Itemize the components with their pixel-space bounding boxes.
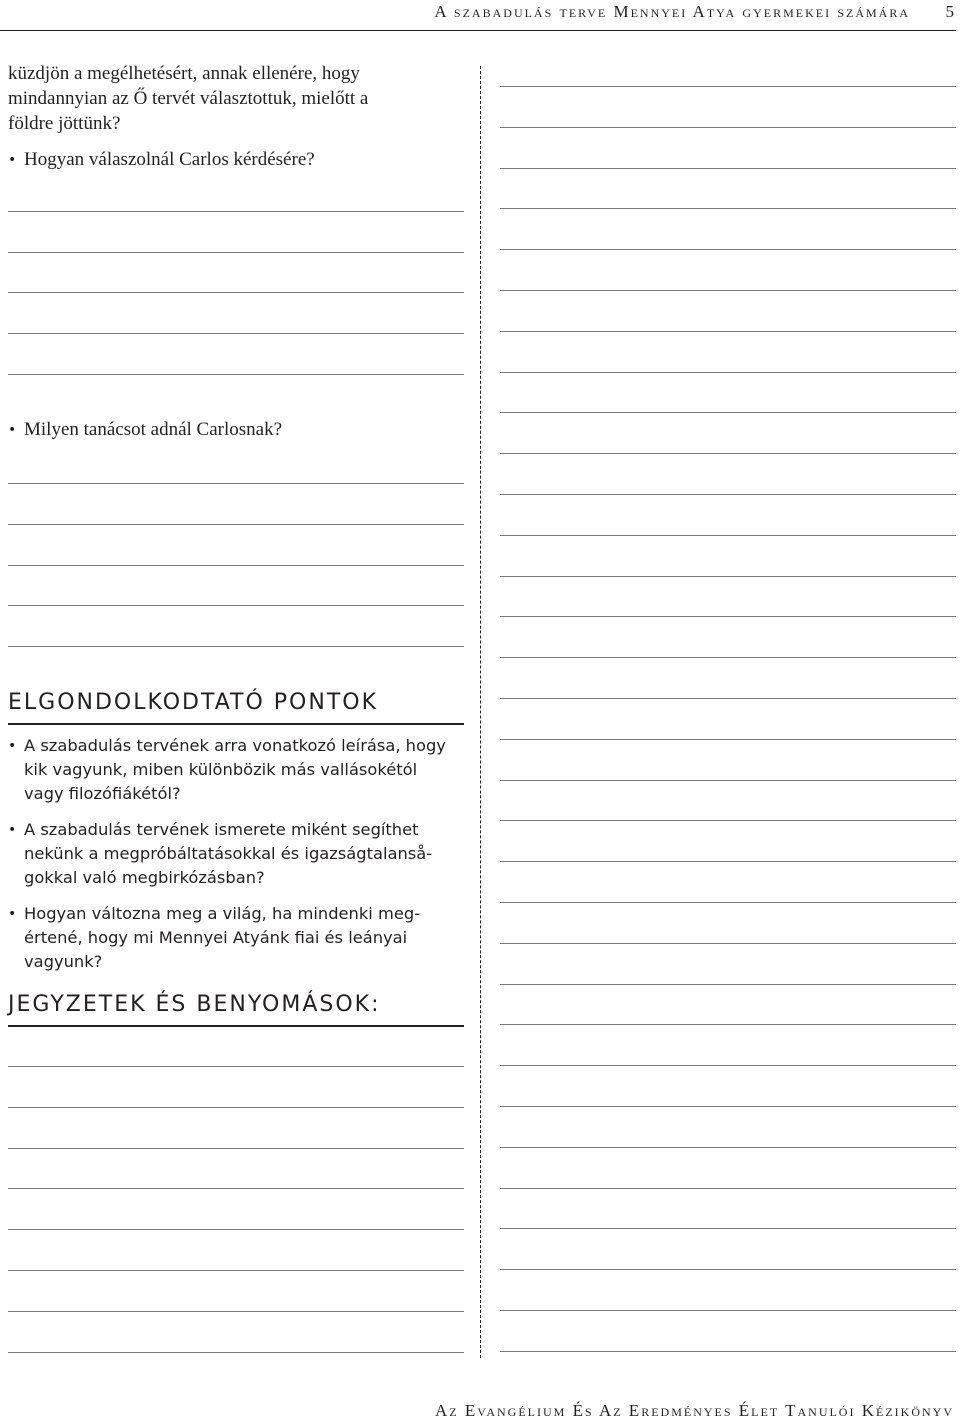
note-line[interactable] bbox=[8, 1107, 464, 1108]
reflection-item bbox=[8, 818, 468, 890]
note-line[interactable] bbox=[500, 657, 956, 658]
note-line[interactable] bbox=[8, 1229, 464, 1230]
notes-heading: JEGYZETEK ÉS BENYOMÁSOK: bbox=[8, 992, 381, 1017]
note-line[interactable] bbox=[500, 902, 956, 903]
note-line[interactable] bbox=[500, 494, 956, 495]
intro-line-1: küzdjön a megélhetésért, annak ellenére, hogy bbox=[8, 63, 360, 84]
answer-line[interactable] bbox=[8, 252, 464, 253]
answer-line[interactable] bbox=[8, 483, 464, 484]
reflection-item-text bbox=[24, 734, 468, 806]
note-line[interactable] bbox=[500, 249, 956, 250]
running-header-title: A szabadulás terve Mennyei Atya gyermekei számára bbox=[434, 2, 910, 21]
answer-line[interactable] bbox=[8, 374, 464, 375]
note-line[interactable] bbox=[500, 535, 956, 536]
reflection-item bbox=[8, 734, 468, 806]
note-line[interactable] bbox=[500, 1188, 956, 1189]
note-line[interactable] bbox=[500, 331, 956, 332]
answer-line[interactable] bbox=[8, 211, 464, 212]
running-footer-title: Az Evangélium És Az Eredményes Élet Tanulói Kézikönyv bbox=[434, 1401, 954, 1420]
reflection-line: Hogyan változna meg a világ, ha mindenki meg- bbox=[24, 904, 421, 923]
note-line[interactable] bbox=[500, 780, 956, 781]
answer-line[interactable] bbox=[8, 292, 464, 293]
note-line[interactable] bbox=[500, 290, 956, 291]
question-item bbox=[8, 418, 468, 442]
note-line[interactable] bbox=[500, 86, 956, 87]
note-line[interactable] bbox=[500, 168, 956, 169]
note-line[interactable] bbox=[500, 861, 956, 862]
reflection-item-text bbox=[24, 818, 468, 890]
note-line[interactable] bbox=[8, 1270, 464, 1271]
reflection-line: A szabadulás tervének arra vonatkozó leírása, hogy bbox=[24, 736, 446, 755]
question-text: Hogyan válaszolnál Carlos kérdésére? bbox=[24, 149, 315, 170]
reflection-line: A szabadulás tervének ismerete miként segíthet bbox=[24, 820, 419, 839]
answer-line[interactable] bbox=[8, 524, 464, 525]
reflection-line: vagyunk? bbox=[24, 952, 103, 971]
reflection-line: értené, hogy mi Mennyei Atyánk fiai és leányai bbox=[24, 928, 408, 947]
note-line[interactable] bbox=[500, 372, 956, 373]
header-rule bbox=[0, 30, 956, 31]
note-line[interactable] bbox=[500, 984, 956, 985]
note-line[interactable] bbox=[500, 412, 956, 413]
reflection-item-text bbox=[24, 902, 468, 974]
note-line[interactable] bbox=[500, 739, 956, 740]
note-line[interactable] bbox=[500, 943, 956, 944]
reflection-item bbox=[8, 902, 468, 974]
note-line[interactable] bbox=[500, 453, 956, 454]
reflection-line: nekünk a megpróbáltatásokkal és igazságtalanså- bbox=[24, 844, 433, 863]
bullet-icon: • bbox=[8, 906, 17, 922]
note-line[interactable] bbox=[500, 1147, 956, 1148]
answer-line[interactable] bbox=[8, 646, 464, 647]
note-line[interactable] bbox=[500, 1269, 956, 1270]
reflection-line: gokkal való megbirkózásban? bbox=[24, 868, 265, 887]
question-item bbox=[8, 148, 468, 172]
note-line[interactable] bbox=[8, 1311, 464, 1312]
answer-line[interactable] bbox=[8, 333, 464, 334]
note-line[interactable] bbox=[500, 127, 956, 128]
note-line[interactable] bbox=[500, 616, 956, 617]
bullet-icon: • bbox=[8, 152, 17, 168]
note-line[interactable] bbox=[500, 1228, 956, 1229]
note-line[interactable] bbox=[8, 1188, 464, 1189]
answer-line[interactable] bbox=[8, 565, 464, 566]
intro-line-3: földre jöttünk? bbox=[8, 113, 121, 134]
note-line[interactable] bbox=[500, 820, 956, 821]
note-line[interactable] bbox=[500, 1351, 956, 1352]
note-line[interactable] bbox=[500, 1065, 956, 1066]
note-line[interactable] bbox=[500, 576, 956, 577]
note-line[interactable] bbox=[8, 1066, 464, 1067]
intro-line-2: mindannyian az Ő tervét választottuk, mielőtt a bbox=[8, 88, 369, 109]
note-line[interactable] bbox=[500, 1024, 956, 1025]
note-line[interactable] bbox=[500, 208, 956, 209]
bullet-icon: • bbox=[8, 738, 17, 754]
reflection-heading: ELGONDOLKODTATÓ PONTOK bbox=[8, 690, 379, 715]
question-text: Milyen tanácsot adnál Carlosnak? bbox=[24, 419, 283, 440]
note-line[interactable] bbox=[500, 698, 956, 699]
heading-rule bbox=[8, 1025, 464, 1027]
note-line[interactable] bbox=[8, 1352, 464, 1353]
bullet-icon: • bbox=[8, 822, 17, 838]
note-line[interactable] bbox=[500, 1310, 956, 1311]
reflection-line: vagy filozófiákétól? bbox=[24, 784, 181, 803]
note-line[interactable] bbox=[8, 1148, 464, 1149]
reflection-line: kik vagyunk, miben különbözik más vallásokétól bbox=[24, 760, 418, 779]
note-line[interactable] bbox=[500, 1106, 956, 1107]
column-divider bbox=[480, 66, 481, 1358]
bullet-icon: • bbox=[8, 422, 17, 438]
answer-line[interactable] bbox=[8, 605, 464, 606]
heading-rule bbox=[8, 723, 464, 725]
page-number: 5 bbox=[945, 2, 954, 21]
